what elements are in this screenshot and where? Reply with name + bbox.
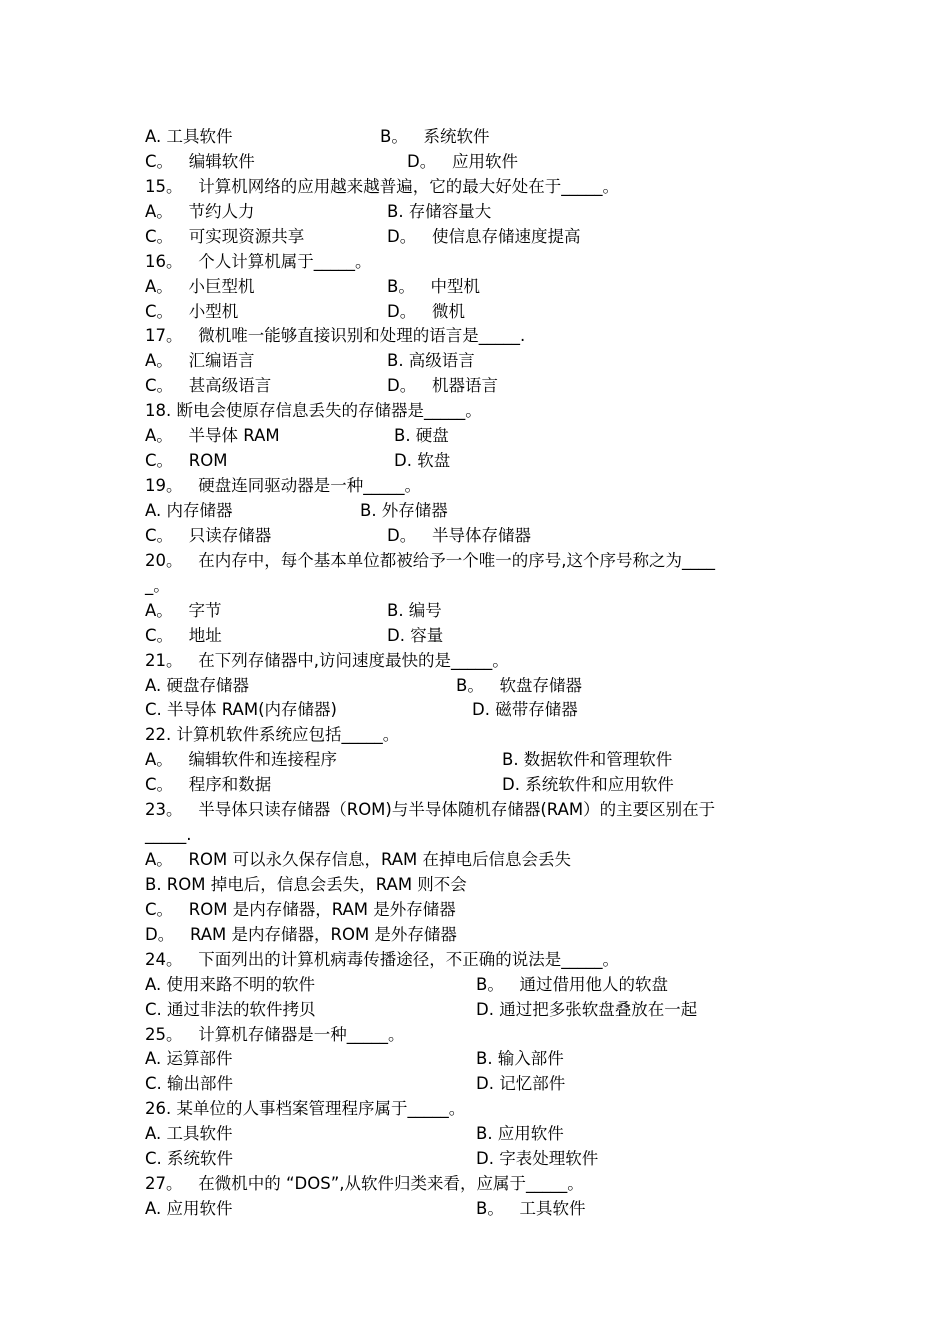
option-row [145,1046,815,1071]
option-text: B。 软盘存储器 [456,675,583,695]
option-text: A。 节约人力 [145,201,255,221]
option-text: B。 中型机 [387,276,481,296]
option-text: A. 使用来路不明的软件 [145,974,315,994]
option-text: A. 工具软件 [145,1124,233,1144]
question-text: 26. 某单位的人事档案管理程序属于_____。 [145,1099,466,1119]
option-text: A. 工具软件 [145,127,233,146]
option-text: C。 小型机 [145,301,239,321]
option-text: C。 只读存储器 [145,525,272,545]
option-text: A。 字节 [145,600,222,620]
option-text: A。 编辑软件和连接程序 [145,750,338,770]
option-row [145,673,815,698]
option-text: C. 半导体 RAM(内存储器) [145,700,337,720]
question-text: 22. 计算机软件系统应包括_____。 [145,725,400,745]
option-text: D. 系统软件和应用软件 [502,775,674,795]
option-text: C。 地址 [145,625,222,645]
option-row [145,623,815,648]
option-text: A。 小巨型机 [145,276,255,296]
option-row [145,697,815,722]
option-text: A. 运算部件 [145,1049,233,1069]
option-text: B. 数据软件和管理软件 [502,750,673,770]
option-text: D. 记忆部件 [476,1074,566,1094]
option-text: B. 编号 [387,600,442,620]
option-row [145,224,815,249]
question-text: _____. [145,825,192,844]
question-text: 15。 计算机网络的应用越来越普遍，它的最大好处在于_____。 [145,176,619,196]
option-text: B. 输入部件 [476,1049,564,1069]
option-text: C。 甚高级语言 [145,376,272,396]
option-text: B. 硬盘 [394,426,449,446]
question-text: _。 [145,575,170,595]
option-row [145,373,815,398]
option-row [145,124,815,149]
option-text: D. 通过把多张软盘叠放在一起 [476,999,698,1019]
question-text: 20。 在内存中，每个基本单位都被给予一个唯一的序号,这个序号称之为____ [145,550,715,570]
option-text: A。 汇编语言 [145,351,255,371]
option-text: C. 通过非法的软件拷贝 [145,999,316,1019]
option-row [145,423,815,448]
option-text: C. 系统软件 [145,1149,234,1169]
option-text: A. 内存储器 [145,500,233,520]
option-text: C。 编辑软件 [145,151,255,171]
option-text: C。 ROM 是内存储器，RAM 是外存储器 [145,899,456,919]
option-text: B. 外存储器 [360,500,448,520]
option-text: A. 硬盘存储器 [145,675,249,695]
option-text: B. ROM 掉电后，信息会丢失，RAM 则不会 [145,874,467,894]
option-text: D. 字表处理软件 [476,1149,599,1169]
question-text: 27。 在微机中的 “DOS”,从软件归类来看，应属于_____。 [145,1174,584,1194]
option-row [145,747,815,772]
option-text: D. 软盘 [394,451,451,471]
option-text: D。 半导体存储器 [387,525,531,545]
option-row [145,1196,815,1221]
option-row [145,972,815,997]
option-row [145,299,815,324]
option-row [145,1146,815,1171]
option-text: B。 工具软件 [476,1199,586,1218]
question-text: 24。 下面列出的计算机病毒传播途径，不正确的说法是_____。 [145,949,619,969]
question-text: 19。 硬盘连同驱动器是一种_____。 [145,476,421,495]
option-row [145,997,815,1022]
option-text: A。 ROM 可以永久保存信息，RAM 在掉电后信息会丢失 [145,850,572,869]
option-row [145,448,815,473]
question-text: 21。 在下列存储器中,访问速度最快的是_____。 [145,650,509,670]
option-row [145,498,815,523]
option-text: D. 磁带存储器 [472,700,578,720]
option-row [145,348,815,373]
option-row [145,523,815,548]
option-text: C。 程序和数据 [145,775,272,795]
question-text: 18. 断电会使原存信息丢失的存储器是_____。 [145,401,482,421]
option-text: D。 RAM 是内存储器，ROM 是外存储器 [145,924,457,944]
option-text: D。 应用软件 [407,151,518,171]
option-row [145,1121,815,1146]
option-text: B。 系统软件 [380,127,490,146]
option-text: D。 微机 [387,301,465,321]
option-row [145,274,815,299]
option-row [145,598,815,623]
option-text: D。 使信息存储速度提高 [387,226,581,246]
option-row [145,199,815,224]
option-text: B. 高级语言 [387,351,475,371]
option-text: B。 通过借用他人的软盘 [476,974,669,994]
question-text: 23。 半导体只读存储器（ROM)与半导体随机存储器(RAM）的主要区别在于 [145,800,716,820]
option-text: C. 输出部件 [145,1074,234,1094]
option-text: D。 机器语言 [387,376,498,396]
question-text: 17。 微机唯一能够直接识别和处理的语言是_____. [145,326,526,346]
option-row [145,149,815,174]
option-text: D. 容量 [387,625,444,645]
option-text: A. 应用软件 [145,1199,233,1218]
option-text: B. 存储容量大 [387,201,492,221]
question-text: 16。 个人计算机属于_____。 [145,251,372,271]
option-text: C。 可实现资源共享 [145,226,305,246]
option-text: B. 应用软件 [476,1124,564,1144]
question-text: 25。 计算机存储器是一种_____。 [145,1024,405,1044]
option-text: C。 ROM [145,451,228,471]
option-text: A。 半导体 RAM [145,426,280,446]
option-row [145,1071,815,1096]
option-row [145,772,815,797]
